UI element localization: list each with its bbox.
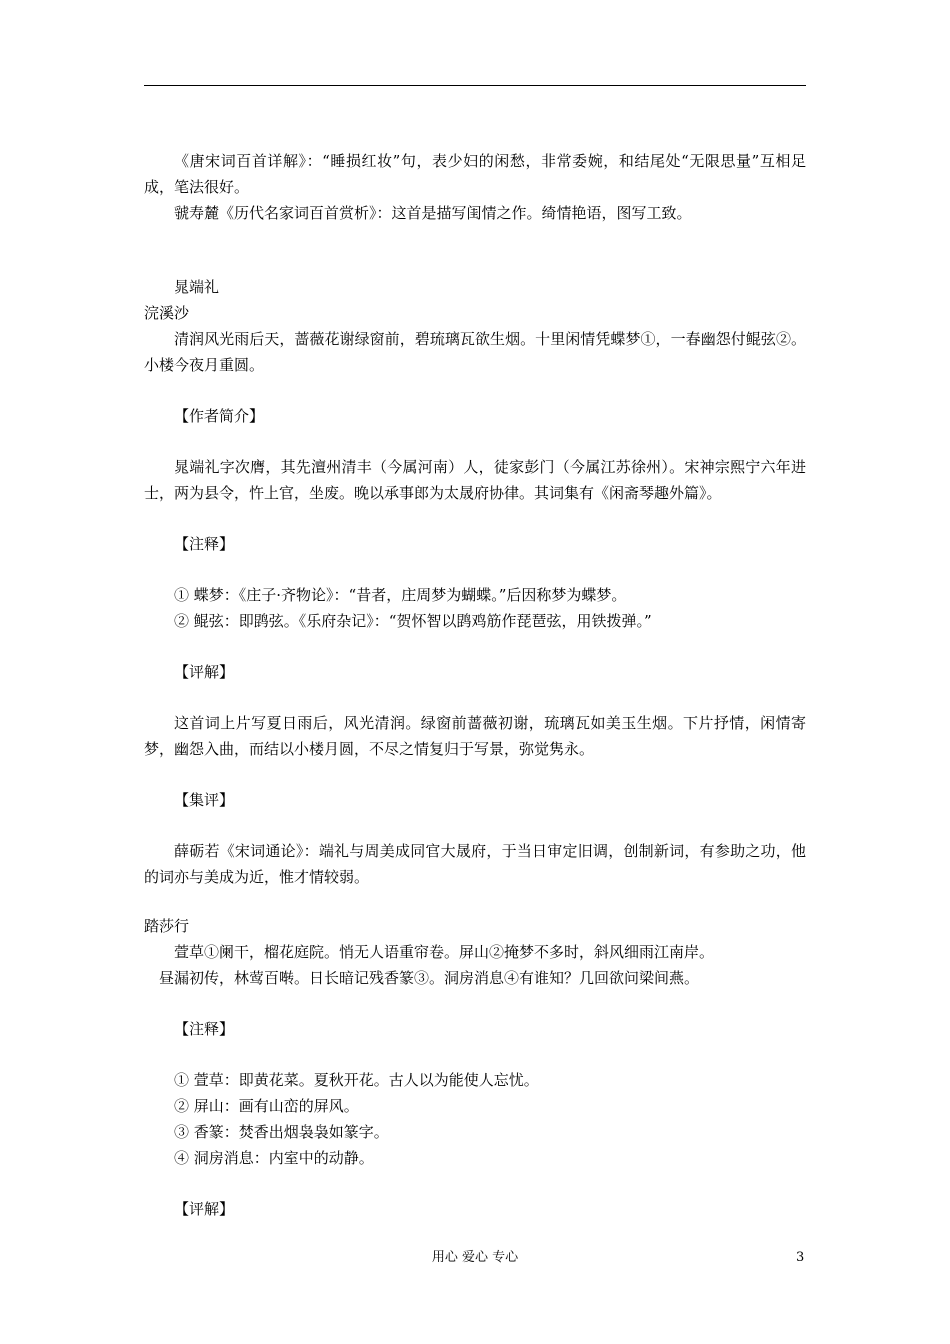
annotation-item: ② 屏山：画有山峦的屏风。 <box>174 1097 359 1115</box>
section-heading: 【集评】 <box>174 791 235 809</box>
analysis-paragraph: 这首词上片写夏日雨后，风光清润。绿窗前蔷薇初谢，琉璃瓦如美玉生烟。下片抒情，闲情寄梦，幽怨入曲，而结以小楼月圆，不尽之情复归于写景，弥觉隽永。 <box>144 714 806 758</box>
poem-title: 浣溪沙 <box>144 304 190 322</box>
poem-line: 萱草①阑干，榴花庭院。悄无人语重帘卷。屏山②掩梦不多时，斜风细雨江南岸。 <box>174 943 715 961</box>
poem-title: 踏莎行 <box>144 917 190 935</box>
section-heading: 【评解】 <box>174 1200 235 1218</box>
document-body <box>144 148 806 1222</box>
annotation-item: ③ 香篆：焚香出烟袅袅如篆字。 <box>174 1123 389 1141</box>
commentary-paragraph: 虢寿麓《历代名家词百首赏析》：这首是描写闺情之作。绮情艳语，图写工致。 <box>174 204 692 222</box>
author-bio: 晁端礼字次膺，其先澶州清丰（今属河南）人，徒家彭门（今属江苏徐州）。宋神宗熙宁六年进士，两为县令，忤上官，坐废。晚以承事郎为太晟府协律。其词集有《闲斋琴趣外篇》。 <box>144 458 806 502</box>
section-heading: 【评解】 <box>174 663 235 681</box>
poem-line: 昼漏初传，林莺百啭。日长暗记残香篆③。洞房消息④有谁知？几回欲问梁间燕。 <box>159 969 700 987</box>
section-heading: 【作者简介】 <box>174 407 265 425</box>
author-name: 晁端礼 <box>174 278 220 296</box>
page-number: 3 <box>796 1250 805 1265</box>
annotation-item: ① 萱草：即黄花菜。夏秋开花。古人以为能使人忘忧。 <box>174 1071 539 1089</box>
section-heading: 【注释】 <box>174 535 235 553</box>
footer-motto: 用心 爱心 专心 <box>431 1250 519 1265</box>
annotation-item: ② 鲲弦：即鹍弦。《乐府杂记》：“贺怀智以鹍鸡筋作琵琶弦，用铁拨弹。” <box>174 612 652 630</box>
poem-text: 清润风光雨后天，蔷薇花谢绿窗前，碧琉璃瓦欲生烟。十里闲情凭蝶梦①，一春幽怨付鲲弦②。小楼今夜月重圆。 <box>144 330 806 374</box>
commentary-paragraph: 《唐宋词百首详解》：“睡损红妆”句，表少妇的闲愁，非常委婉，和结尾处“无限思量”互相足成，笔法很好。 <box>144 152 806 196</box>
section-heading: 【注释】 <box>174 1020 235 1038</box>
header-rule <box>144 85 806 86</box>
annotation-item: ④ 洞房消息：内室中的动静。 <box>174 1149 374 1167</box>
commentary-paragraph: 薛砺若《宋词通论》：端礼与周美成同官大晟府，于当日审定旧调，创制新词，有参助之功，他的词亦与美成为近，惟才情较弱。 <box>144 842 806 886</box>
annotation-item: ① 蝶梦：《庄子·齐物论》：“昔者，庄周梦为蝴蝶。”后因称梦为蝶梦。 <box>174 586 627 604</box>
